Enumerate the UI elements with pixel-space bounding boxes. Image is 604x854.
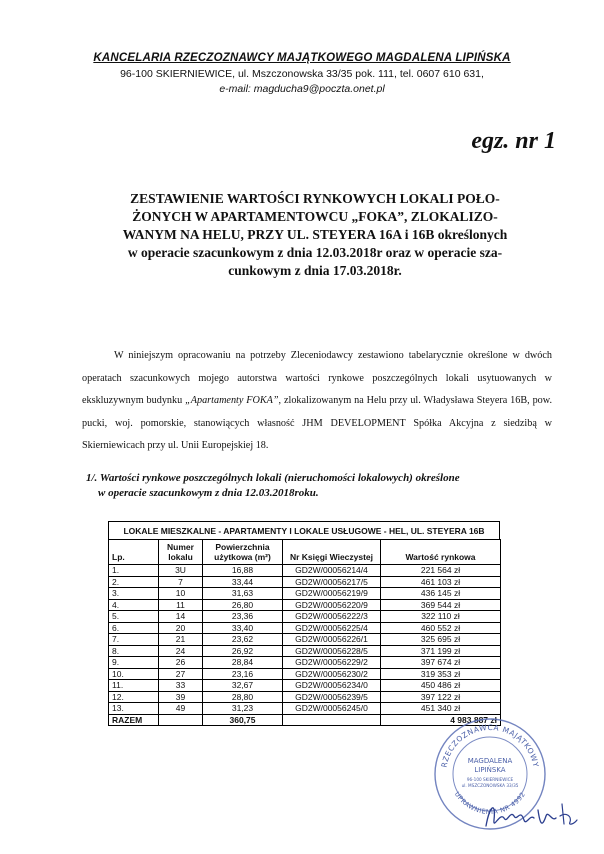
table-row [109, 576, 501, 588]
table-row [109, 703, 501, 715]
section-1-line-1: 1/. Wartości rynkowe poszczególnych lokali (nieruchomości lokalowych) określone [86, 472, 460, 484]
col-header-wartosc: Wartość rynkowa [381, 540, 501, 565]
cell-wartosc: 450 486 zł [381, 680, 501, 692]
cell-powierzchnia: 23,16 [203, 668, 283, 680]
cell-numer: 20 [159, 622, 203, 634]
cell-powierzchnia: 28,84 [203, 657, 283, 669]
stamp-ring-text: RZECZOZNAWCA MAJĄTKOWY [439, 722, 541, 769]
document-title [80, 190, 550, 280]
cell-powierzchnia: 23,62 [203, 634, 283, 646]
letterhead-email: e-mail: magducha9@poczta.onet.pl [219, 83, 385, 95]
letterhead-address: 96-100 SKIERNIEWICE, ul. Mszczonowska 33/35 pok. 111, tel. 0607 610 631, [120, 68, 484, 80]
table-row [109, 599, 501, 611]
cell-numer: 14 [159, 611, 203, 623]
table-row [109, 611, 501, 623]
cell-numer: 11 [159, 599, 203, 611]
building-name: „Apartamenty FOKA” [185, 395, 279, 406]
cell-numer: 10 [159, 588, 203, 600]
cell-lp: 6. [109, 622, 159, 634]
cell-numer: 49 [159, 703, 203, 715]
stamp-address-line-2: ul. MSZCZONOWSKA 33/35 [461, 783, 519, 788]
cell-ksiega: GD2W/00056222/3 [283, 611, 381, 623]
cell-numer: 39 [159, 691, 203, 703]
cell-numer: 3U [159, 565, 203, 577]
cell-powierzchnia: 31,63 [203, 588, 283, 600]
cell-lp: 2. [109, 576, 159, 588]
letterhead-name: KANCELARIA RZECZOZNAWCY MAJĄTKOWEGO MAGDALENA LIPIŃSKA [93, 52, 511, 64]
copy-number: egz. nr 1 [471, 128, 556, 154]
section-1-line-2: w operacie szacunkowym z dnia 12.03.2018roku. [98, 487, 319, 499]
cell-powierzchnia: 26,80 [203, 599, 283, 611]
cell-ksiega: GD2W/00056217/5 [283, 576, 381, 588]
cell-lp: 9. [109, 657, 159, 669]
cell-powierzchnia: 33,40 [203, 622, 283, 634]
cell-ksiega: GD2W/00056226/1 [283, 634, 381, 646]
cell-lp: 1. [109, 565, 159, 577]
stamp-name-line-2: LIPIŃSKA [474, 766, 506, 774]
cell-ksiega: GD2W/00056234/0 [283, 680, 381, 692]
total-wartosc: 4 983 887 zł [381, 714, 501, 726]
table-row [109, 588, 501, 600]
stamp-address-line-1: 96-100 SKIERNIEWICE [466, 777, 514, 782]
cell-numer: 27 [159, 668, 203, 680]
cell-powierzchnia: 31,23 [203, 703, 283, 715]
cell-numer: 24 [159, 645, 203, 657]
col-header-lp: Lp. [109, 540, 159, 565]
cell-ksiega: GD2W/00056225/4 [283, 622, 381, 634]
cell-numer: 7 [159, 576, 203, 588]
cell-lp: 4. [109, 599, 159, 611]
stamp-licence-text: UPRAWNIENIA NR 4992 [452, 790, 528, 817]
table-row [109, 657, 501, 669]
total-empty-cell [283, 714, 381, 726]
cell-numer: 26 [159, 657, 203, 669]
cell-wartosc: 397 674 zł [381, 657, 501, 669]
cell-powierzchnia: 23,36 [203, 611, 283, 623]
col-header-ksiega: Nr Księgi Wieczystej [283, 540, 381, 565]
intro-text-2: , zlokalizowanym na Helu przy ul. Władysława Steyera 16B, pow. pucki, woj. pomorskie, stanowiących własność JHM DEVELOPMENT Spółka Akcyjna z siedzibą w Skierniewicach przy ul. Unii Europejskiej 18. [82, 395, 552, 451]
cell-ksiega: GD2W/00056214/4 [283, 565, 381, 577]
cell-wartosc: 325 695 zł [381, 634, 501, 646]
cell-ksiega: GD2W/00056230/2 [283, 668, 381, 680]
handwritten-signature [480, 790, 580, 840]
cell-lp: 12. [109, 691, 159, 703]
cell-ksiega: GD2W/00056245/0 [283, 703, 381, 715]
title-line: ZESTAWIENIE WARTOŚCI RYNKOWYCH LOKALI POŁO- [130, 191, 500, 206]
cell-ksiega: GD2W/00056229/2 [283, 657, 381, 669]
cell-wartosc: 461 103 zł [381, 576, 501, 588]
cell-lp: 11. [109, 680, 159, 692]
cell-ksiega: GD2W/00056220/9 [283, 599, 381, 611]
intro-text-1: W niniejszym opracowaniu na potrzeby Zleceniodawcy zestawiono tabelarycznie określone w dwóch operatach szacunkowych mojego autorstwa wartości rynkowe poszczególnych lokali usytuowanych w ekskluzywnym budynku [82, 350, 552, 406]
table-header-row [109, 540, 501, 565]
cell-lp: 8. [109, 645, 159, 657]
table-row [109, 622, 501, 634]
cell-powierzchnia: 32,67 [203, 680, 283, 692]
cell-lp: 10. [109, 668, 159, 680]
title-line: w operacie szacunkowym z dnia 12.03.2018r oraz w operacie sza- [127, 245, 503, 260]
table-row [109, 565, 501, 577]
cell-powierzchnia: 28,80 [203, 691, 283, 703]
total-empty-cell [159, 714, 203, 726]
table-row [109, 691, 501, 703]
cell-numer: 33 [159, 680, 203, 692]
cell-lp: 5. [109, 611, 159, 623]
table-caption: LOKALE MIESZKALNE - APARTAMENTY I LOKALE USŁUGOWE - HEL, UL. STEYERA 16B [108, 521, 500, 539]
cell-wartosc: 436 145 zł [381, 588, 501, 600]
cell-numer: 21 [159, 634, 203, 646]
cell-lp: 3. [109, 588, 159, 600]
table-row [109, 680, 501, 692]
cell-ksiega: GD2W/00056239/5 [283, 691, 381, 703]
cell-wartosc: 371 199 zł [381, 645, 501, 657]
cell-wartosc: 369 544 zł [381, 599, 501, 611]
cell-ksiega: GD2W/00056228/5 [283, 645, 381, 657]
valuation-table [108, 521, 500, 726]
table-row [109, 634, 501, 646]
title-line: WANYM NA HELU, PRZY UL. STEYERA 16A i 16B określonych [122, 227, 508, 242]
title-line: cunkowym z dnia 17.03.2018r. [228, 263, 402, 278]
cell-powierzchnia: 33,44 [203, 576, 283, 588]
col-header-powierzchnia: Powierzchnia użytkowa (m²) [203, 540, 283, 565]
stamp-name-line-1: MAGDALENA [467, 757, 513, 765]
cell-wartosc: 221 564 zł [381, 565, 501, 577]
table-row [109, 645, 501, 657]
cell-powierzchnia: 26,92 [203, 645, 283, 657]
cell-lp: 13. [109, 703, 159, 715]
title-line: ŻONYCH W APARTAMENTOWCU „FOKA”, ZLOKALIZO- [132, 209, 498, 224]
col-header-numer: Numer lokalu [159, 540, 203, 565]
cell-wartosc: 460 552 zł [381, 622, 501, 634]
table-row [109, 668, 501, 680]
cell-wartosc: 322 110 zł [381, 611, 501, 623]
cell-powierzchnia: 16,88 [203, 565, 283, 577]
cell-wartosc: 319 353 zł [381, 668, 501, 680]
section-1-heading [86, 471, 556, 501]
cell-wartosc: 451 340 zł [381, 703, 501, 715]
cell-ksiega: GD2W/00056219/9 [283, 588, 381, 600]
cell-lp: 7. [109, 634, 159, 646]
total-label: RAZEM [109, 714, 159, 726]
intro-paragraph [82, 345, 552, 458]
total-powierzchnia: 360,75 [203, 714, 283, 726]
cell-wartosc: 397 122 zł [381, 691, 501, 703]
